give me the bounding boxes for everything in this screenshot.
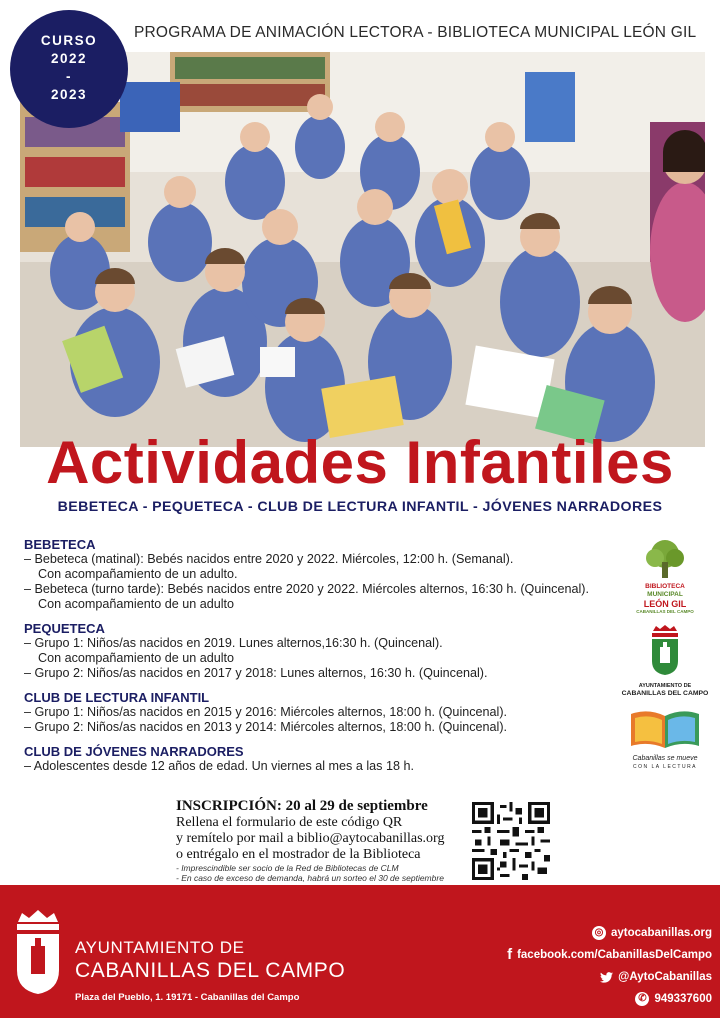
program-header: PROGRAMA DE ANIMACIÓN LECTORA - BIBLIOTECA MUNICIPAL LEÓN GIL xyxy=(134,24,697,41)
contact-facebook[interactable] xyxy=(507,944,712,966)
bebeteca-line-3: – Bebeteca (turno tarde): Bebés nacidos entre 2020 y 2022. Miércoles alternos, 16:30 h. (Quincenal). xyxy=(24,582,589,596)
ayuntamiento-logo-line-1: AYUNTAMIENTO DE xyxy=(638,683,692,689)
children-reading-photo xyxy=(20,52,705,447)
footer-org-line-2: CABANILLAS DEL CAMPO xyxy=(75,959,346,982)
inscription-block xyxy=(176,798,476,883)
pequeteca-line-3: – Grupo 2: Niños/as nacidos en 2017 y 2018: Lunes alternos, 16:30 h. (Quincenal). xyxy=(24,666,488,680)
lectura-logo-line-1: Cabanillas se mueve xyxy=(632,755,698,762)
bebeteca-line-1: – Bebeteca (matinal): Bebés nacidos entre 2020 y 2022. Miércoles, 12:00 h. (Semanal). xyxy=(24,552,514,566)
ayuntamiento-logo xyxy=(620,625,710,698)
biblioteca-logo-line-3: LEÓN GIL xyxy=(643,599,687,609)
footer-address: Plaza del Pueblo, 1. 19171 - Cabanillas del Campo xyxy=(75,992,300,1003)
contact-facebook-text[interactable]: facebook.com/CabanillasDelCampo xyxy=(517,949,712,961)
inscription-line-2: y remítelo por mail a biblio@aytocabanillas.org xyxy=(176,831,445,846)
lectura-logo-line-2: CON LA LECTURA xyxy=(632,764,698,770)
qr-code[interactable] xyxy=(472,802,550,880)
inscription-line-3: o entrégalo en el mostrador de la Biblioteca xyxy=(176,847,421,862)
pequeteca-line-2: Con acompañamiento de un adulto xyxy=(38,651,235,665)
section-title-bebeteca: BEBETECA xyxy=(24,537,96,552)
course-badge xyxy=(10,10,128,128)
logos-column xyxy=(620,538,710,781)
coat-of-arms-icon xyxy=(12,908,64,1000)
inscription-note-1: - Imprescindible ser socio de la Red de Bibliotecas de CLM xyxy=(176,863,399,873)
biblioteca-logo-line-2: MUNICIPAL xyxy=(647,591,683,598)
inscription-note-2: - En caso de exceso de demanda, habrá un sorteo el 30 de septiembre xyxy=(176,873,444,883)
contact-twitter-text[interactable]: @AytoCabanillas xyxy=(618,971,712,983)
phone-icon: ✆ xyxy=(635,992,649,1006)
inscription-title: INSCRIPCIÓN: 20 al 29 de septiembre xyxy=(176,798,428,814)
club-line-1: – Grupo 1: Niños/as nacidos en 2015 y 2016: Miércoles alternos, 18:00 h. (Quincenal). xyxy=(24,705,508,719)
section-title-club: CLUB DE LECTURA INFANTIL xyxy=(24,690,210,705)
contact-twitter[interactable] xyxy=(507,966,712,988)
pequeteca-line-1: – Grupo 1: Niños/as nacidos en 2019. Lunes alternos,16:30 h. (Quincenal). xyxy=(24,636,443,650)
biblioteca-logo-line-4: CABANILLAS DEL CAMPO xyxy=(636,609,694,614)
bebeteca-line-4: Con acompañamiento de un adulto xyxy=(38,597,235,611)
badge-line-3: - xyxy=(66,69,72,84)
contact-phone-text[interactable]: 949337600 xyxy=(654,993,712,1005)
activities-list xyxy=(24,537,624,774)
contact-web[interactable] xyxy=(507,922,712,944)
club-line-2: – Grupo 2: Niños/as nacidos en 2013 y 2014: Miércoles alternos, 18:00 h. (Quincenal). xyxy=(24,720,508,734)
footer-organization xyxy=(75,938,345,1003)
lectura-logo xyxy=(620,708,710,771)
tree-icon xyxy=(640,538,690,578)
badge-line-4: 2023 xyxy=(50,87,88,102)
contact-phone[interactable] xyxy=(507,988,712,1010)
badge-line-2: 2022 xyxy=(50,51,88,66)
contact-web-text[interactable]: aytocabanillas.org xyxy=(611,927,712,939)
open-book-icon xyxy=(628,708,702,750)
ayuntamiento-logo-line-2: CABANILLAS DEL CAMPO xyxy=(621,690,709,697)
contact-list xyxy=(507,922,712,1010)
section-title-narradores: CLUB DE JÓVENES NARRADORES xyxy=(24,744,244,759)
coat-of-arms-icon xyxy=(648,625,682,677)
biblioteca-logo-line-1: BIBLIOTECA xyxy=(645,583,685,590)
footer-org-line-1: AYUNTAMIENTO DE xyxy=(75,938,245,957)
section-title-pequeteca: PEQUETECA xyxy=(24,621,105,636)
biblioteca-logo xyxy=(620,538,710,615)
inscription-line-1: Rellena el formulario de este código QR xyxy=(176,815,403,830)
main-title: Actividades Infantiles xyxy=(46,429,674,496)
bebeteca-line-2: Con acompañamiento de un adulto. xyxy=(38,567,238,581)
facebook-icon: f xyxy=(507,946,513,963)
subtitle: BEBETECA - PEQUETECA - CLUB DE LECTURA INFANTIL - JÓVENES NARRADORES xyxy=(57,499,663,515)
badge-line-1: CURSO xyxy=(40,33,98,48)
narradores-line-1: – Adolescentes desde 12 años de edad. Un viernes al mes a las 18 h. xyxy=(24,759,414,773)
globe-icon: ◎ xyxy=(592,926,606,940)
twitter-icon xyxy=(600,972,613,983)
